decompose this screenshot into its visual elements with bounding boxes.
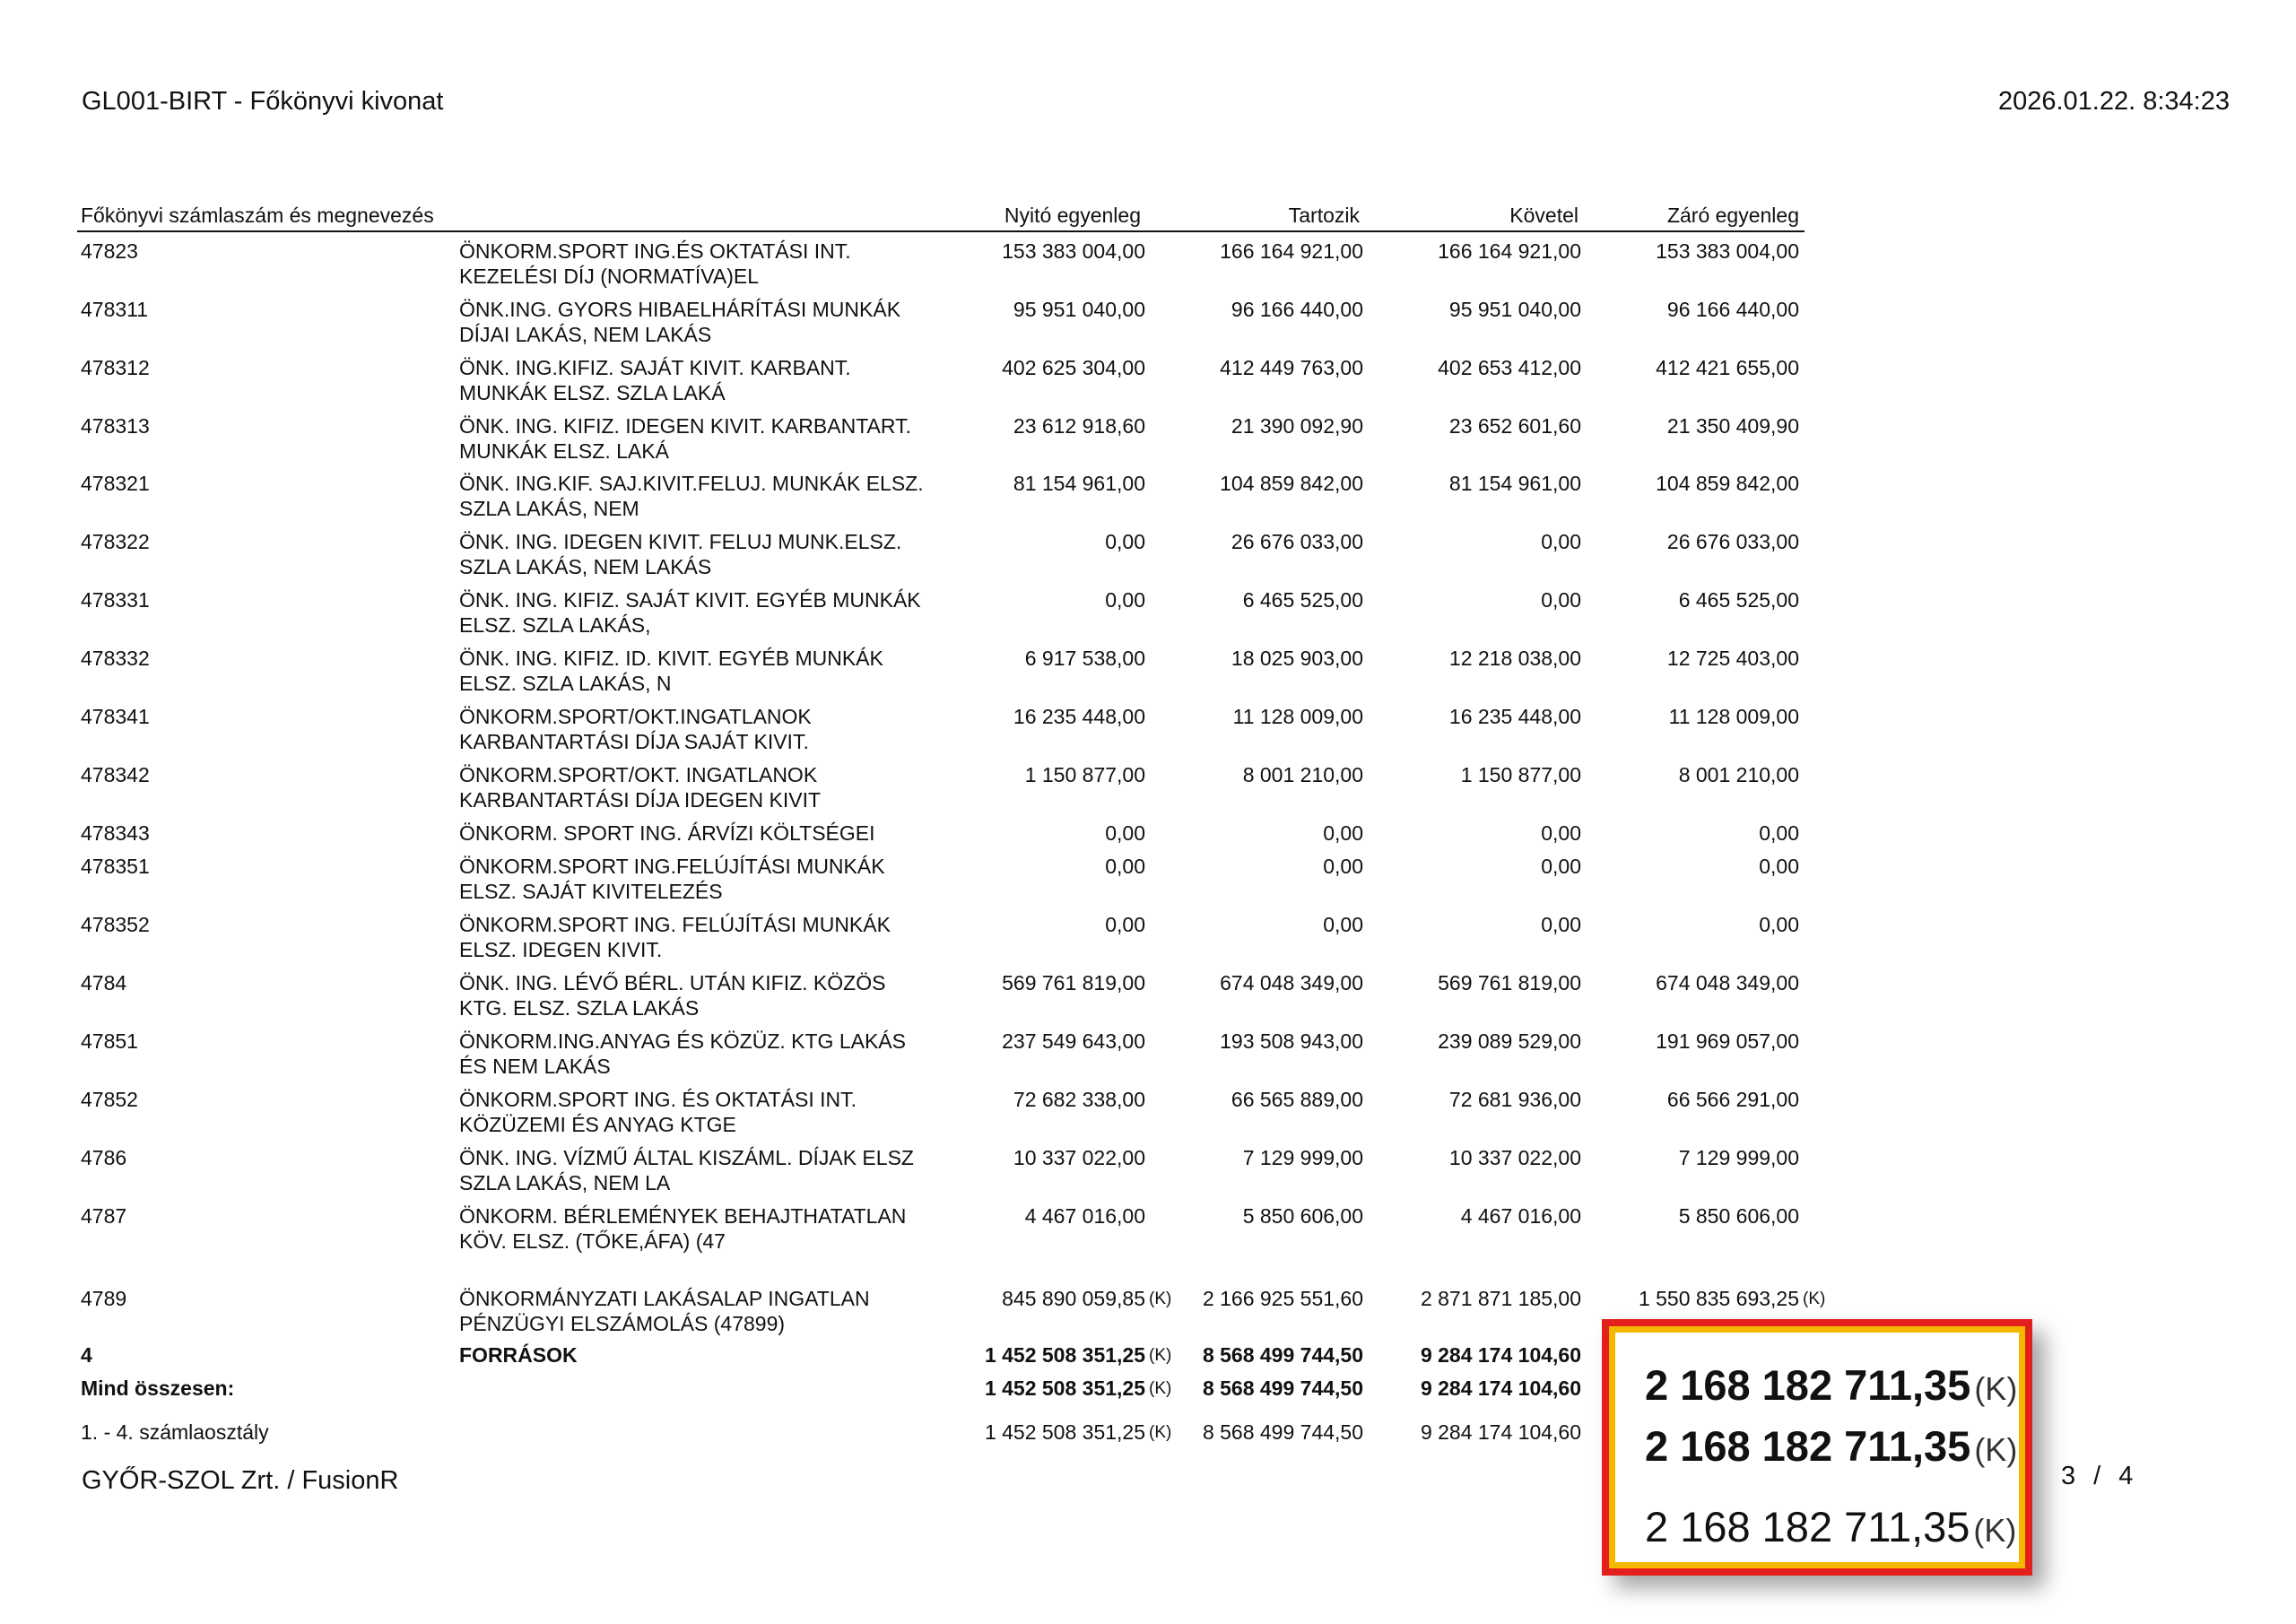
credit-value: 0,00 — [1541, 821, 1581, 845]
closing-value: 1 550 835 693,25 — [1638, 1287, 1799, 1310]
debit-value: 0,00 — [1323, 855, 1363, 878]
account-number: 478322 — [81, 530, 150, 553]
account-number: 478342 — [81, 763, 150, 786]
account-name: FORRÁSOK — [459, 1343, 578, 1367]
opening-value: 1 150 877,00 — [1024, 763, 1145, 786]
opening-value: 10 337 022,00 — [1013, 1146, 1145, 1169]
debit-value: 0,00 — [1323, 913, 1363, 936]
account-name: ÖNKORM.SPORT ING.ÉS OKTATÁSI INT. KEZELÉSI DÍJ (NORMATÍVA)EL — [459, 239, 851, 288]
closing-value: 7 129 999,00 — [1678, 1146, 1799, 1169]
debit-value: 8 568 499 744,50 — [1202, 1343, 1363, 1367]
account-number: 4787 — [81, 1204, 127, 1228]
debit-value: 11 128 009,00 — [1232, 705, 1363, 728]
credit-value: 0,00 — [1541, 530, 1581, 553]
opening-value: 1 452 508 351,25 — [984, 1420, 1145, 1444]
credit-value: 402 653 412,00 — [1438, 356, 1581, 379]
debit-value: 166 164 921,00 — [1220, 239, 1363, 263]
credit-value: 1 150 877,00 — [1460, 763, 1581, 786]
opening-value: 237 549 643,00 — [1002, 1029, 1145, 1053]
credit-value: 2 871 871 185,00 — [1420, 1287, 1581, 1310]
account-number: 478343 — [81, 821, 150, 845]
account-number: 478313 — [81, 414, 150, 438]
credit-value: 81 154 961,00 — [1448, 472, 1581, 495]
opening-value: 153 383 004,00 — [1002, 239, 1145, 263]
credit-value: 569 761 819,00 — [1438, 971, 1581, 994]
opening-credit-flag: (K) — [1149, 1346, 1172, 1365]
account-name: ÖNK. ING.KIF. SAJ.KIVIT.FELUJ. MUNKÁK ELSZ. SZLA LAKÁS, NEM — [459, 472, 924, 520]
callout-value-2: 2 168 182 711,35 (K) — [1645, 1422, 2018, 1470]
closing-value: 0,00 — [1759, 913, 1799, 936]
debit-value: 7 129 999,00 — [1242, 1146, 1363, 1169]
col-debit-header: Tartozik — [1288, 204, 1360, 227]
credit-value: 0,00 — [1541, 913, 1581, 936]
credit-value: 4 467 016,00 — [1460, 1204, 1581, 1228]
debit-value: 2 166 925 551,60 — [1202, 1287, 1363, 1310]
credit-value: 9 284 174 104,60 — [1420, 1420, 1581, 1444]
opening-value: 0,00 — [1105, 821, 1145, 845]
opening-value: 402 625 304,00 — [1002, 356, 1145, 379]
account-number: 478311 — [81, 298, 149, 321]
account-name: ÖNKORM.SPORT ING. ÉS OKTATÁSI INT. KÖZÜZEMI ÉS ANYAG KTGE — [459, 1088, 857, 1136]
opening-value: 95 951 040,00 — [1013, 298, 1145, 321]
debit-value: 5 850 606,00 — [1242, 1204, 1363, 1228]
account-number: Mind összesen: — [81, 1376, 235, 1400]
debit-value: 6 465 525,00 — [1242, 588, 1363, 612]
debit-value: 8 001 210,00 — [1242, 763, 1363, 786]
account-name: ÖNK. ING.KIFIZ. SAJÁT KIVIT. KARBANT. MUNKÁK ELSZ. SZLA LAKÁ — [459, 356, 851, 404]
col-account-header: Főkönyvi számlaszám és megnevezés — [81, 204, 434, 227]
account-number: 47851 — [81, 1029, 138, 1053]
account-number: 4789 — [81, 1287, 127, 1310]
opening-value: 6 917 538,00 — [1024, 647, 1145, 670]
credit-value: 9 284 174 104,60 — [1420, 1343, 1581, 1367]
credit-value: 9 284 174 104,60 — [1420, 1376, 1581, 1400]
account-number: 4784 — [81, 971, 127, 994]
account-number: 47852 — [81, 1088, 138, 1111]
credit-value: 23 652 601,60 — [1448, 414, 1581, 438]
zoom-callout — [1602, 1319, 2032, 1576]
closing-value: 66 566 291,00 — [1666, 1088, 1799, 1111]
closing-value: 26 676 033,00 — [1666, 530, 1799, 553]
debit-value: 193 508 943,00 — [1220, 1029, 1363, 1053]
opening-value: 1 452 508 351,25 — [984, 1376, 1145, 1400]
opening-value: 0,00 — [1105, 855, 1145, 878]
closing-value: 21 350 409,90 — [1666, 414, 1799, 438]
account-name: ÖNKORM. SPORT ING. ÁRVÍZI KÖLTSÉGEI — [459, 821, 875, 845]
opening-credit-flag: (K) — [1149, 1379, 1172, 1398]
closing-value: 96 166 440,00 — [1666, 298, 1799, 321]
account-number: 478331 — [81, 588, 150, 612]
closing-value: 11 128 009,00 — [1668, 705, 1799, 728]
account-name: ÖNK.ING. GYORS HIBAELHÁRÍTÁSI MUNKÁK DÍJAI LAKÁS, NEM LAKÁS — [459, 298, 901, 346]
account-number: 478321 — [81, 472, 150, 495]
credit-value: 166 164 921,00 — [1438, 239, 1581, 263]
closing-value: 6 465 525,00 — [1678, 588, 1799, 612]
account-name: ÖNK. ING. VÍZMŰ ÁLTAL KISZÁML. DÍJAK ELSZ SZLA LAKÁS, NEM LA — [459, 1146, 914, 1194]
opening-value: 1 452 508 351,25 — [984, 1343, 1145, 1367]
account-number: 478351 — [81, 855, 150, 878]
closing-value: 191 969 057,00 — [1656, 1029, 1799, 1053]
debit-value: 18 025 903,00 — [1231, 647, 1363, 670]
debit-value: 412 449 763,00 — [1220, 356, 1363, 379]
debit-value: 674 048 349,00 — [1220, 971, 1363, 994]
debit-value: 0,00 — [1323, 821, 1363, 845]
account-name: ÖNK. ING. KIFIZ. IDEGEN KIVIT. KARBANTART. MUNKÁK ELSZ. LAKÁ — [459, 414, 911, 463]
closing-value: 153 383 004,00 — [1656, 239, 1799, 263]
closing-value: 104 859 842,00 — [1656, 472, 1799, 495]
account-name: ÖNKORMÁNYZATI LAKÁSALAP INGATLAN PÉNZÜGYI ELSZÁMOLÁS (47899) — [459, 1287, 870, 1335]
account-name: ÖNK. ING. LÉVŐ BÉRL. UTÁN KIFIZ. KÖZÖS KTG. ELSZ. SZLA LAKÁS — [459, 971, 886, 1020]
col-opening-header: Nyitó egyenleg — [1004, 204, 1141, 227]
account-number: 1. - 4. számlaosztály — [81, 1420, 269, 1444]
credit-value: 10 337 022,00 — [1448, 1146, 1581, 1169]
credit-value: 12 218 038,00 — [1448, 647, 1581, 670]
credit-value: 0,00 — [1541, 588, 1581, 612]
account-name: ÖNKORM.ING.ANYAG ÉS KÖZÜZ. KTG LAKÁS ÉS NEM LAKÁS — [459, 1029, 906, 1078]
closing-value: 412 421 655,00 — [1656, 356, 1799, 379]
col-closing-header: Záró egyenleg — [1666, 204, 1799, 227]
account-name: ÖNKORM.SPORT ING. FELÚJÍTÁSI MUNKÁK ELSZ. IDEGEN KIVIT. — [459, 913, 891, 961]
account-number: 478341 — [81, 705, 150, 728]
opening-value: 16 235 448,00 — [1013, 705, 1145, 728]
opening-value: 72 682 338,00 — [1013, 1088, 1145, 1111]
opening-value: 845 890 059,85 — [1002, 1287, 1145, 1310]
closing-value: 0,00 — [1759, 855, 1799, 878]
closing-value: 12 725 403,00 — [1666, 647, 1799, 670]
closing-value: 674 048 349,00 — [1656, 971, 1799, 994]
opening-value: 81 154 961,00 — [1013, 472, 1145, 495]
account-name: ÖNKORM.SPORT/OKT.INGATLANOK KARBANTARTÁSI DÍJA SAJÁT KIVIT. — [459, 705, 812, 753]
account-name: ÖNK. ING. KIFIZ. ID. KIVIT. EGYÉB MUNKÁK ELSZ. SZLA LAKÁS, N — [459, 647, 883, 695]
account-name: ÖNKORM.SPORT ING.FELÚJÍTÁSI MUNKÁK ELSZ. SAJÁT KIVITELEZÉS — [459, 855, 885, 903]
account-name: ÖNK. ING. IDEGEN KIVIT. FELUJ MUNK.ELSZ. SZLA LAKÁS, NEM LAKÁS — [459, 530, 902, 578]
closing-value: 8 001 210,00 — [1678, 763, 1799, 786]
account-number: 478312 — [81, 356, 150, 379]
opening-value: 0,00 — [1105, 530, 1145, 553]
report-datetime: 2026.01.22. 8:34:23 — [1997, 87, 2230, 116]
account-name: ÖNK. ING. KIFIZ. SAJÁT KIVIT. EGYÉB MUNKÁK ELSZ. SZLA LAKÁS, — [459, 588, 921, 637]
closing-value: 5 850 606,00 — [1678, 1204, 1799, 1228]
credit-value: 16 235 448,00 — [1448, 705, 1581, 728]
opening-value: 0,00 — [1105, 913, 1145, 936]
opening-credit-flag: (K) — [1149, 1290, 1172, 1308]
credit-value: 0,00 — [1541, 855, 1581, 878]
closing-credit-flag: (K) — [1803, 1290, 1826, 1308]
account-name: ÖNKORM. BÉRLEMÉNYEK BEHAJTHATATLAN KÖV. ELSZ. (TŐKE,ÁFA) (47 — [459, 1204, 907, 1253]
report-title: GL001-BIRT - Főkönyvi kivonat — [82, 87, 444, 116]
opening-credit-flag: (K) — [1149, 1423, 1172, 1442]
col-credit-header: Követel — [1509, 204, 1578, 227]
account-number: 478352 — [81, 913, 150, 936]
opening-value: 4 467 016,00 — [1024, 1204, 1145, 1228]
credit-value: 95 951 040,00 — [1448, 298, 1581, 321]
debit-value: 21 390 092,90 — [1231, 414, 1363, 438]
opening-value: 23 612 918,60 — [1013, 414, 1145, 438]
opening-value: 569 761 819,00 — [1002, 971, 1145, 994]
page-number: 3 / 4 — [2061, 1462, 2139, 1490]
closing-value: 0,00 — [1759, 821, 1799, 845]
debit-value: 104 859 842,00 — [1220, 472, 1363, 495]
account-number: 478332 — [81, 647, 150, 670]
callout-value-3: 2 168 182 711,35 (K) — [1645, 1503, 2017, 1550]
credit-value: 72 681 936,00 — [1448, 1088, 1581, 1111]
opening-value: 0,00 — [1105, 588, 1145, 612]
debit-value: 96 166 440,00 — [1231, 298, 1363, 321]
debit-value: 66 565 889,00 — [1231, 1088, 1363, 1111]
debit-value: 8 568 499 744,50 — [1202, 1376, 1363, 1400]
credit-value: 239 089 529,00 — [1438, 1029, 1581, 1053]
footer-company: GYŐR-SZOL Zrt. / FusionR — [82, 1466, 399, 1495]
account-number: 47823 — [81, 239, 138, 263]
account-number: 4 — [81, 1343, 92, 1367]
debit-value: 26 676 033,00 — [1231, 530, 1363, 553]
account-number: 4786 — [81, 1146, 127, 1169]
callout-value-1: 2 168 182 711,35 (K) — [1645, 1361, 2018, 1409]
debit-value: 8 568 499 744,50 — [1202, 1420, 1363, 1444]
account-name: ÖNKORM.SPORT/OKT. INGATLANOK KARBANTARTÁSI DÍJA IDEGEN KIVIT — [459, 763, 822, 812]
